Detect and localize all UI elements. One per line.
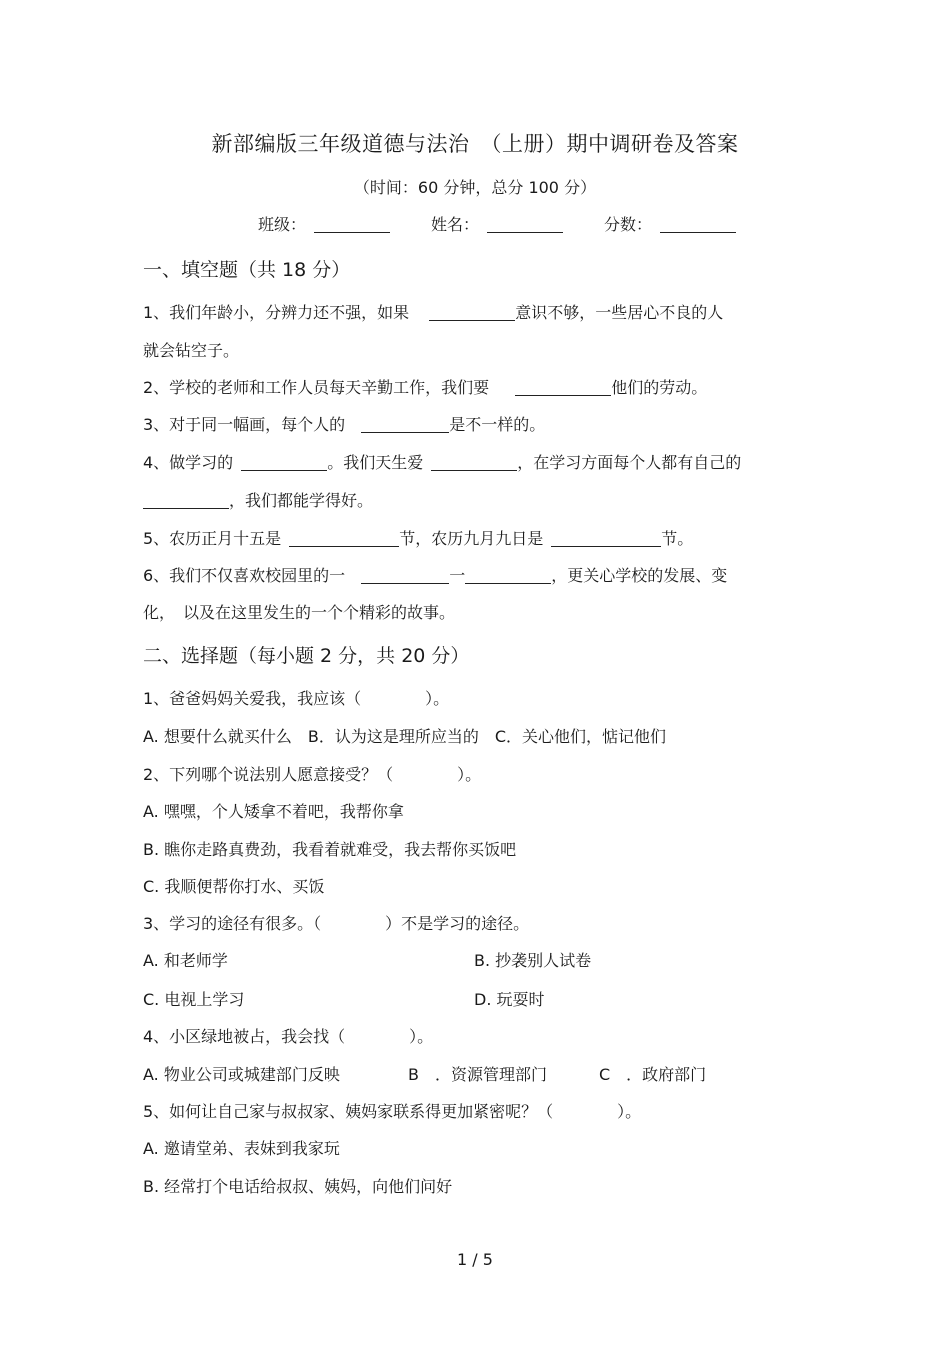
class-field [258, 212, 390, 235]
name-label: 姓名： [431, 215, 480, 234]
choice-q5-option-b: B. 经常打个电话给叔叔、姨妈，向他们问好 [143, 1177, 453, 1196]
choice-q4-option-c: C ．政府部门 [599, 1065, 707, 1084]
choice-q3-option-b: B. 抄袭别人试卷 [474, 951, 592, 970]
q1-text: 1、我们年龄小，分辨力还不强，如果 [143, 303, 410, 322]
question-4-cont [143, 488, 373, 511]
q4-text2: 。我们天生爱 [327, 453, 424, 472]
score-blank [660, 216, 736, 233]
q5-blank1 [289, 530, 399, 547]
q5-text3: 节。 [661, 529, 694, 548]
class-label: 班级： [258, 215, 307, 234]
q6-text: 6、我们不仅喜欢校园里的一 [143, 566, 346, 585]
exam-info: （时间：60 分钟，总分 100 分） [353, 178, 597, 197]
q6-text2: 一 [449, 566, 466, 585]
choice-q2-option-c: C. 我顺便帮你打水、买饭 [143, 877, 325, 896]
q4-blank3 [143, 492, 229, 509]
choice-q4-option-b: B ．资源管理部门 [408, 1065, 547, 1084]
question-2 [143, 375, 707, 398]
q5-text2: 节，农历九月九日是 [399, 529, 544, 548]
class-blank [314, 216, 390, 233]
choice-q5: 5、如何让自己家与叔叔家、姨妈家联系得更加紧密呢？（ ）。 [143, 1102, 642, 1121]
choice-q4: 4、小区绿地被占，我会找（ ）。 [143, 1027, 434, 1046]
q2-text: 2、学校的老师和工作人员每天辛勤工作，我们要 [143, 378, 490, 397]
name-blank [487, 216, 563, 233]
q3-text: 3、对于同一幅画，每个人的 [143, 415, 346, 434]
choice-q3-option-a: A. 和老师学 [143, 951, 228, 970]
question-1-cont: 就会钻空子。 [143, 341, 240, 360]
question-4 [143, 450, 741, 473]
score-field [604, 212, 736, 235]
q6-blank1 [361, 567, 449, 584]
choice-q2-option-b: B. 瞧你走路真费劲，我看着就难受，我去帮你买饭吧 [143, 840, 517, 859]
choice-q2-option-a: A. 嘿嘿，个人矮拿不着吧，我帮你拿 [143, 802, 404, 821]
choice-q3-option-d: D. 玩耍时 [474, 990, 545, 1009]
choice-q1: 1、爸爸妈妈关爱我，我应该（ ）。 [143, 689, 450, 708]
q6-text3: ，更关心学校的发展、变 [551, 566, 728, 585]
question-3 [143, 412, 545, 435]
page-number: 1 / 5 [457, 1250, 493, 1269]
q4-text4: ，我们都能学得好。 [229, 491, 374, 510]
choice-q4-option-a: A. 物业公司或城建部门反映 [143, 1065, 340, 1084]
q4-blank2 [431, 454, 517, 471]
q5-text: 5、农历正月十五是 [143, 529, 282, 548]
q3-blank [361, 416, 449, 433]
question-1 [143, 300, 723, 323]
q3-text2: 是不一样的。 [449, 415, 546, 434]
q2-text2: 他们的劳动。 [611, 378, 708, 397]
q1-text2: 意识不够，一些居心不良的人 [515, 303, 724, 322]
q5-blank2 [551, 530, 661, 547]
q4-blank1 [241, 454, 327, 471]
section2-heading: 二、选择题（每小题 2 分，共 20 分） [143, 645, 470, 667]
question-5 [143, 526, 693, 549]
question-6 [143, 563, 727, 586]
section1-heading: 一、填空题（共 18 分） [143, 259, 351, 281]
page-title: 新部编版三年级道德与法治 （上册）期中调研卷及答案 [211, 132, 739, 156]
choice-q3: 3、学习的途径有很多。（ ）不是学习的途径。 [143, 914, 530, 933]
choice-q2: 2、下列哪个说法别人愿意接受？（ ）。 [143, 765, 482, 784]
score-label: 分数： [604, 215, 653, 234]
choice-q5-option-a: A. 邀请堂弟、表妹到我家玩 [143, 1139, 340, 1158]
q1-blank [429, 304, 515, 321]
name-field [431, 212, 563, 235]
q4-text: 4、做学习的 [143, 453, 234, 472]
choice-q3-option-c: C. 电视上学习 [143, 990, 245, 1009]
q4-text3: ，在学习方面每个人都有自己的 [517, 453, 742, 472]
q6-blank2 [465, 567, 551, 584]
choice-q1-options: A. 想要什么就买什么 B．认为这是理所应当的 C．关心他们，惦记他们 [143, 727, 666, 746]
q2-blank [515, 379, 611, 396]
question-6-cont: 化， 以及在这里发生的一个个精彩的故事。 [143, 603, 456, 622]
